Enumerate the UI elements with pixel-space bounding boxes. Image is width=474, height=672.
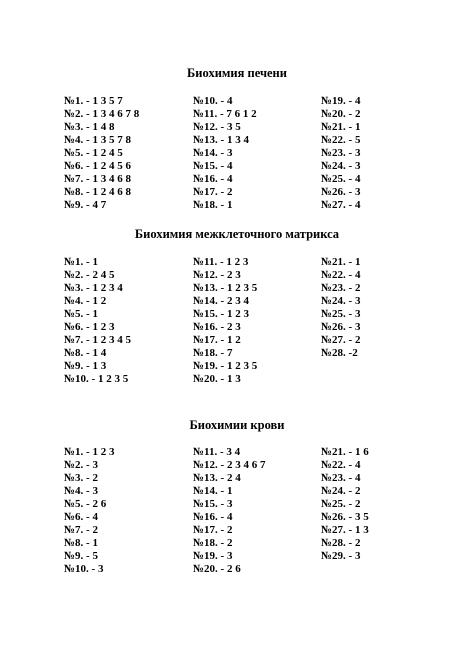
answer-item: №21. - 1 (321, 121, 361, 133)
answer-item: №13. - 1 2 3 5 (193, 282, 258, 294)
answer-item: №12. - 3 5 (193, 121, 241, 133)
answers-column-1 (64, 256, 189, 386)
answer-item: №13. - 1 3 4 (193, 134, 249, 146)
answer-item: №19. - 3 (193, 550, 233, 562)
answer-item: №26. - 3 5 (321, 511, 369, 523)
answer-item: №16. - 4 (193, 173, 233, 185)
answer-item: №5. - 1 (64, 308, 98, 320)
answer-item: №14. - 2 3 4 (193, 295, 249, 307)
answer-item: №11. - 1 2 3 (193, 256, 249, 268)
answer-item: №18. - 1 (193, 199, 233, 211)
answer-item: №23. - 2 (321, 282, 361, 294)
answer-item: №27. - 1 3 (321, 524, 369, 536)
answer-item: №1. - 1 3 5 7 (64, 95, 123, 107)
answer-item: №28. -2 (321, 347, 358, 359)
answer-item: №4. - 1 3 5 7 8 (64, 134, 131, 146)
answer-item: №7. - 1 2 3 4 5 (64, 334, 131, 346)
answer-item: №20. - 2 (321, 108, 361, 120)
answer-item: №18. - 2 (193, 537, 233, 549)
answer-item: №10. - 4 (193, 95, 233, 107)
answer-item: №18. - 7 (193, 347, 233, 359)
answer-item: №24. - 2 (321, 485, 361, 497)
answer-item: №1. - 1 2 3 (64, 446, 115, 458)
answer-item: №10. - 1 2 3 5 (64, 373, 129, 385)
answer-item: №11. - 3 4 (193, 446, 241, 458)
answer-item: №8. - 1 2 4 6 8 (64, 186, 131, 198)
answer-item: №27. - 4 (321, 199, 361, 211)
answer-item: №2. - 2 4 5 (64, 269, 115, 281)
answer-item: №26. - 3 (321, 186, 361, 198)
answer-item: №28. - 2 (321, 537, 361, 549)
answer-item: №8. - 1 (64, 537, 98, 549)
answer-item: №9. - 5 (64, 550, 98, 562)
answer-item: №17. - 1 2 (193, 334, 241, 346)
answer-item: №16. - 2 3 (193, 321, 241, 333)
answer-item: №20. - 1 3 (193, 373, 241, 385)
answers-column-1 (64, 446, 189, 576)
answer-item: №22. - 4 (321, 459, 361, 471)
answer-item: №5. - 1 2 4 5 (64, 147, 123, 159)
answer-item: №14. - 3 (193, 147, 233, 159)
answer-item: №26. - 3 (321, 321, 361, 333)
answer-item: №21. - 1 6 (321, 446, 369, 458)
answers-column-3 (321, 256, 446, 360)
answer-item: №6. - 4 (64, 511, 98, 523)
answers-column-2 (193, 95, 318, 212)
answer-item: №3. - 1 2 3 4 (64, 282, 123, 294)
answers-column-2 (193, 446, 318, 576)
answer-item: №27. - 2 (321, 334, 361, 346)
section-title-blood: Биохимии крови (189, 418, 285, 432)
answer-item: №16. - 4 (193, 511, 233, 523)
answer-item: №25. - 4 (321, 173, 361, 185)
answer-item: №23. - 3 (321, 147, 361, 159)
answer-item: №19. - 4 (321, 95, 361, 107)
answer-item: №15. - 3 (193, 498, 233, 510)
answer-item: №25. - 3 (321, 308, 361, 320)
answer-item: №15. - 1 2 3 (193, 308, 249, 320)
answer-item: №4. - 1 2 (64, 295, 107, 307)
answers-column-2 (193, 256, 318, 386)
answer-item: №1. - 1 (64, 256, 98, 268)
answer-item: №13. - 2 4 (193, 472, 241, 484)
answer-item: №4. - 3 (64, 485, 98, 497)
answers-column-3 (321, 95, 446, 212)
answer-item: №12. - 2 3 4 6 7 (193, 459, 266, 471)
answer-item: №19. - 1 2 3 5 (193, 360, 258, 372)
answer-item: №10. - 3 (64, 563, 104, 575)
answer-item: №6. - 1 2 3 (64, 321, 115, 333)
answer-item: №17. - 2 (193, 186, 233, 198)
answer-item: №15. - 4 (193, 160, 233, 172)
answer-item: №2. - 3 (64, 459, 98, 471)
answer-item: №8. - 1 4 (64, 347, 107, 359)
answers-column-1 (64, 95, 189, 212)
answer-item: №3. - 1 4 8 (64, 121, 115, 133)
answer-item: №24. - 3 (321, 160, 361, 172)
answer-item: №7. - 1 3 4 6 8 (64, 173, 131, 185)
answer-item: №9. - 1 3 (64, 360, 107, 372)
answer-item: №23. - 4 (321, 472, 361, 484)
answer-item: №24. - 3 (321, 295, 361, 307)
answer-item: №11. - 7 6 1 2 (193, 108, 257, 120)
answer-item: №17. - 2 (193, 524, 233, 536)
answer-item: №14. - 1 (193, 485, 233, 497)
answer-item: №5. - 2 6 (64, 498, 107, 510)
answer-item: №2. - 1 3 4 6 7 8 (64, 108, 140, 120)
answer-item: №22. - 4 (321, 269, 361, 281)
answer-item: №3. - 2 (64, 472, 98, 484)
section-title-liver: Биохимия печени (187, 66, 287, 80)
section-title-matrix: Биохимия межклеточного матрикса (134, 227, 340, 241)
answer-item: №7. - 2 (64, 524, 98, 536)
answer-item: №21. - 1 (321, 256, 361, 268)
answer-item: №22. - 5 (321, 134, 361, 146)
answer-item: №9. - 4 7 (64, 199, 107, 211)
answers-column-3 (321, 446, 446, 563)
answer-item: №12. - 2 3 (193, 269, 241, 281)
answer-item: №25. - 2 (321, 498, 361, 510)
answer-item: №20. - 2 6 (193, 563, 241, 575)
answer-item: №29. - 3 (321, 550, 361, 562)
answer-item: №6. - 1 2 4 5 6 (64, 160, 131, 172)
